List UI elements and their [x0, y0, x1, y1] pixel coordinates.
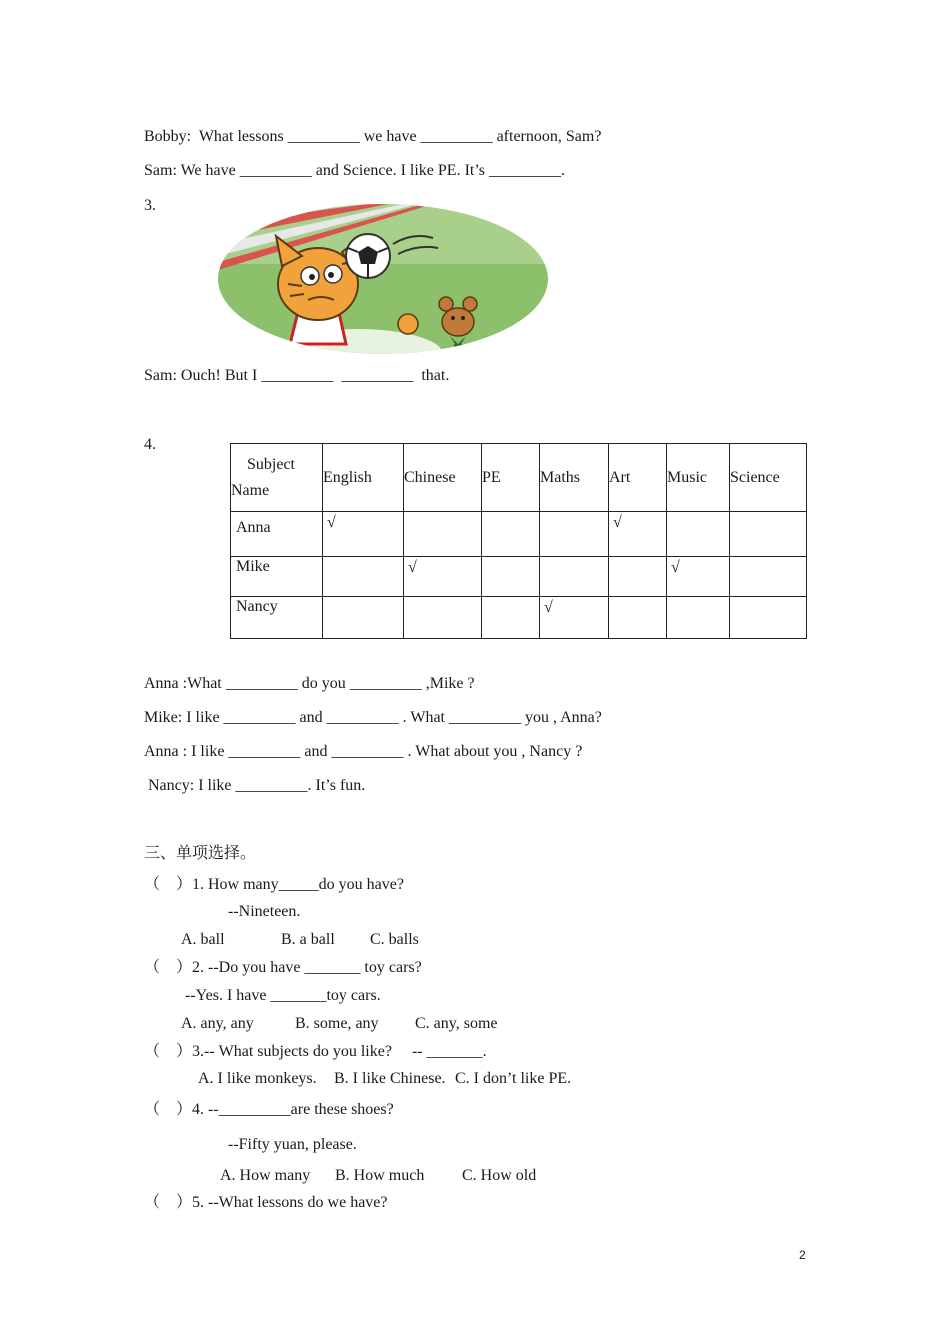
- check-mark: [667, 597, 730, 639]
- sam-answer: Sam: We have _________ and Science. I like PE. It’s _________.: [144, 162, 566, 179]
- option: B. How much: [335, 1167, 425, 1184]
- dialogue-line: Nancy: I like _________. It’s fun.: [144, 777, 366, 794]
- sam-ouch-line: Sam: Ouch! But I _________ _________ that.: [144, 367, 450, 384]
- column-header: Music: [667, 444, 730, 512]
- subject-table: [230, 443, 807, 639]
- option: B. I like Chinese.: [334, 1070, 446, 1087]
- check-mark: [540, 512, 609, 557]
- table-row: [231, 512, 807, 557]
- header-subject-label: Subject: [247, 455, 295, 473]
- check-mark: [730, 557, 807, 597]
- header-name-label: Name: [231, 481, 270, 499]
- football-icon: [346, 234, 390, 278]
- check-mark: √: [609, 512, 667, 557]
- question-5: （ ）5. --What lessons do we have?: [144, 1194, 388, 1211]
- section-heading: 三、单项选择。: [144, 845, 257, 862]
- check-mark: [730, 512, 807, 557]
- cartoon-soccer-picture: [218, 204, 548, 354]
- question-4-answer: --Fifty yuan, please.: [228, 1136, 357, 1153]
- bobby-question: Bobby: What lessons _________ we have _________ afternoon, Sam?: [144, 128, 602, 145]
- check-mark: [323, 557, 404, 597]
- row-name: Anna: [231, 512, 323, 557]
- check-mark: [404, 512, 482, 557]
- item-number-3: 3.: [144, 197, 156, 214]
- check-mark: [482, 597, 540, 639]
- column-header: Art: [609, 444, 667, 512]
- option: A. How many: [220, 1167, 311, 1184]
- option: C. How old: [462, 1167, 537, 1184]
- check-mark: [609, 557, 667, 597]
- option: A. ball: [181, 931, 225, 948]
- row-name: Nancy: [231, 597, 323, 639]
- dialogue-line: Anna :What _________ do you _________ ,Mike ?: [144, 675, 475, 692]
- question-1-answer: --Nineteen.: [228, 903, 301, 920]
- option: A. I like monkeys.: [198, 1070, 317, 1087]
- option: A. any, any: [181, 1015, 254, 1032]
- table-row: [231, 557, 807, 597]
- table-header-row: [231, 444, 807, 512]
- check-mark: [667, 512, 730, 557]
- check-mark: [323, 597, 404, 639]
- column-header: Maths: [540, 444, 609, 512]
- question-4: （ ）4. --_________are these shoes?: [144, 1101, 394, 1118]
- check-mark: [482, 512, 540, 557]
- column-header: Chinese: [404, 444, 482, 512]
- column-header: English: [323, 444, 404, 512]
- check-mark: √: [667, 557, 730, 597]
- table-row: [231, 597, 807, 639]
- check-mark: √: [323, 512, 404, 557]
- column-header: Science: [730, 444, 807, 512]
- option: B. some, any: [295, 1015, 379, 1032]
- check-mark: [482, 557, 540, 597]
- option: C. any, some: [415, 1015, 498, 1032]
- question-3: （ ）3.-- What subjects do you like? -- _______.: [144, 1043, 487, 1060]
- item-number-4: 4.: [144, 436, 156, 453]
- question-2-answer: --Yes. I have _______toy cars.: [185, 987, 381, 1004]
- check-mark: √: [404, 557, 482, 597]
- question-1: （ ）1. How many_____do you have?: [144, 876, 404, 893]
- option: C. balls: [370, 931, 419, 948]
- check-mark: [609, 597, 667, 639]
- header-corner-cell: [231, 444, 323, 512]
- option: B. a ball: [281, 931, 335, 948]
- dialogue-line: Anna : I like _________ and _________ . What about you , Nancy ?: [144, 743, 583, 760]
- option: C. I don’t like PE.: [455, 1070, 572, 1087]
- check-mark: √: [540, 597, 609, 639]
- check-mark: [540, 557, 609, 597]
- check-mark: [730, 597, 807, 639]
- row-name: Mike: [231, 557, 323, 597]
- dialogue-line: Mike: I like _________ and _________ . What _________ you , Anna?: [144, 709, 602, 726]
- check-mark: [404, 597, 482, 639]
- page-number: 2: [799, 1248, 806, 1262]
- question-2: （ ）2. --Do you have _______ toy cars?: [144, 959, 422, 976]
- column-header: PE: [482, 444, 540, 512]
